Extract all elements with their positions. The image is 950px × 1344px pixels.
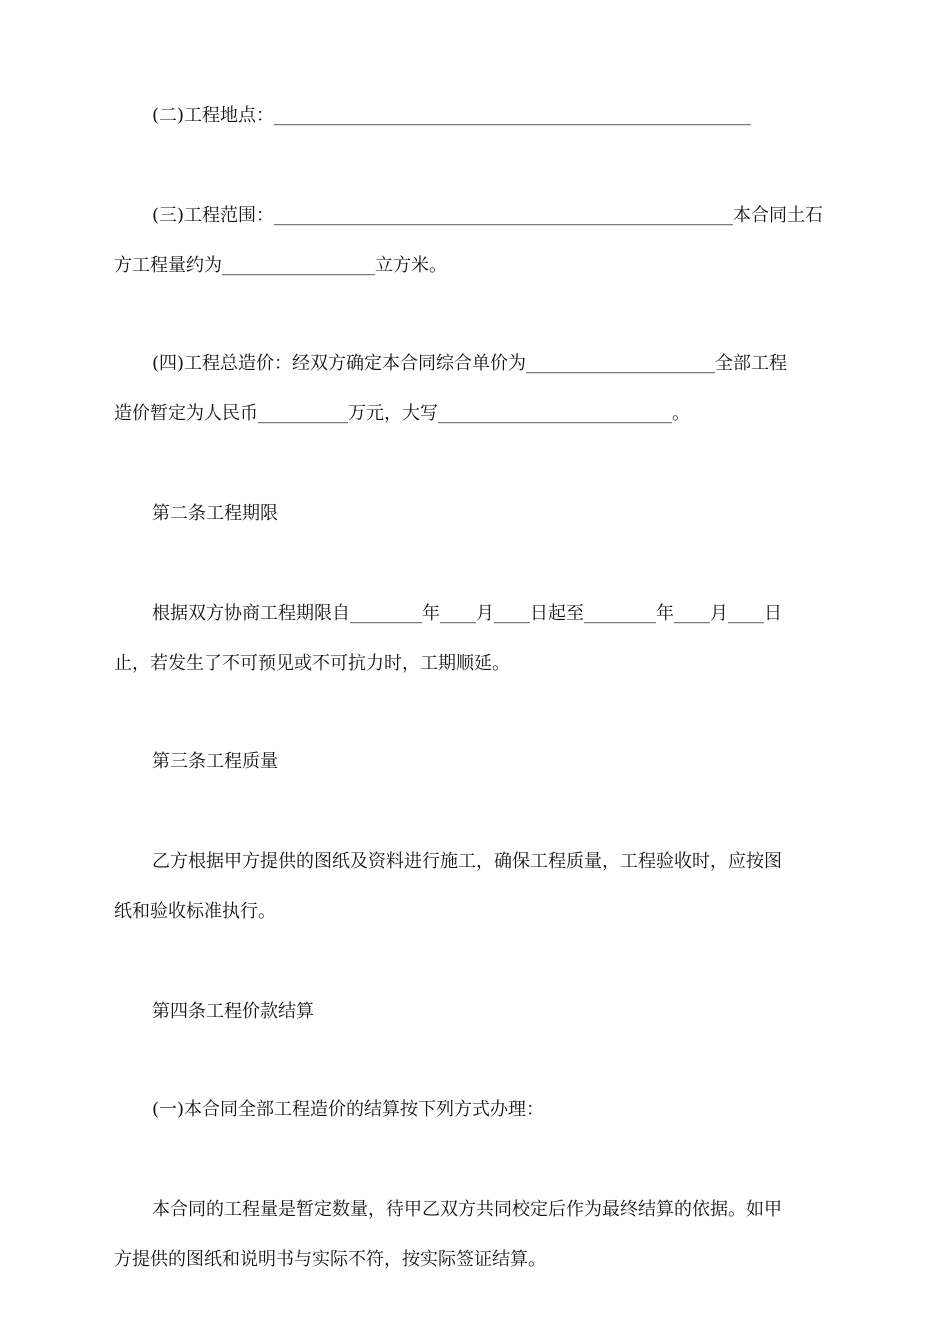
- scope-line-1: (三)工程范围：___________________________________________________本合同土石: [152, 205, 824, 226]
- settle2-line-2: 方提供的图纸和说明书与实际不符，按实际签证结算。: [114, 1249, 546, 1270]
- quality-line-1: 乙方根据甲方提供的图纸及资料进行施工，确保工程质量，工程验收时，应按图: [152, 851, 782, 872]
- price-line-1: (四)工程总造价：经双方确定本合同综合单价为_____________________全部工程: [152, 353, 788, 374]
- settle2-line-1: 本合同的工程量是暂定数量，待甲乙双方共同校定后作为最终结算的依据。如甲: [152, 1199, 782, 1220]
- heading-article-4: 第四条工程价款结算: [152, 1001, 314, 1022]
- scope-line-2: 方工程量约为_________________立方米。: [114, 255, 447, 276]
- settle-line-1: (一)本合同全部工程造价的结算按下列方式办理：: [152, 1099, 545, 1120]
- heading-article-2: 第二条工程期限: [152, 503, 278, 524]
- period-line-1: 根据双方协商工程期限自________年____月____日起至________年____月____日: [152, 603, 782, 624]
- site-line-1: (二)工程地点：_____________________________________________________: [152, 105, 752, 126]
- price-line-2: 造价暂定为人民币__________万元，大写__________________________。: [114, 403, 690, 424]
- quality-line-2: 纸和验收标准执行。: [114, 901, 276, 922]
- heading-article-3: 第三条工程质量: [152, 751, 278, 772]
- period-line-2: 止，若发生了不可预见或不可抗力时，工期顺延。: [114, 653, 510, 674]
